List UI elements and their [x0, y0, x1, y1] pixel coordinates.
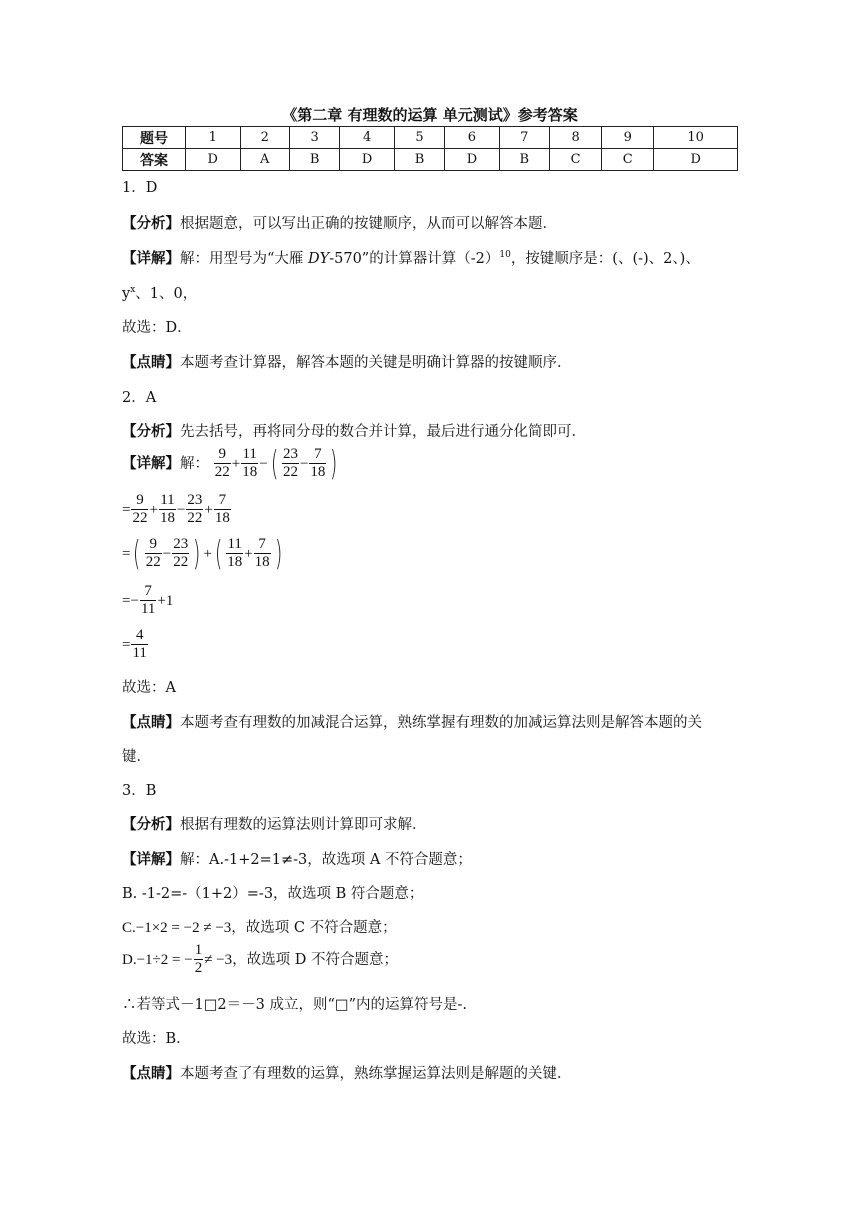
detail-text: ，故选项 C 不符合题意；: [231, 920, 397, 936]
key-exponent: x: [130, 285, 136, 296]
comment-text: 本题考查有理数的加减混合运算，熟练掌握有理数的加减运算法则是解答本题的关: [180, 715, 702, 731]
comment-tag: 【点睛】: [122, 715, 180, 731]
fraction: $\frac{4}{11}$: [132, 627, 147, 661]
detail-tag: 【详解】: [122, 251, 180, 267]
calculator-model: DY: [308, 251, 330, 267]
fraction: $\frac{11}{18}$: [159, 492, 175, 526]
math-expression: D.−1÷2 = −: [122, 951, 193, 968]
q2-step-0: 【详解】解： $\frac{9}{22}$ + $\frac{11}{18}$ −( $\frac{23}{22}$ − $\frac{7}{18}$ ): [122, 443, 338, 484]
table-cell: 2: [240, 127, 290, 149]
q2-step-3: =− $\frac{7}{11}$ +1: [122, 583, 174, 617]
comment-text: 本题考查计算器，解答本题的关键是明确计算器的按键顺序．: [180, 355, 572, 371]
exponent: 10: [499, 250, 511, 261]
detail-text: ，故选项 D 不符合题意；: [232, 951, 398, 968]
table-cell: 1: [186, 127, 241, 149]
table-cell: D: [186, 149, 241, 171]
comment-tag: 【点睛】: [122, 355, 180, 371]
math-expression: C.−1×2 = −2 ≠ −3: [122, 920, 232, 936]
analysis-text: 根据有理数的运算法则计算即可求解．: [180, 817, 427, 833]
detail-text: ，按键顺序是：(、(-)、2、)、: [510, 251, 700, 267]
fraction: $\frac{23}{22}$: [173, 536, 189, 570]
analysis-tag: 【分析】: [122, 424, 180, 440]
detail-text: -570”的计算器计算（-2）: [329, 251, 500, 267]
q2-analysis: [122, 422, 586, 442]
answer-table: [122, 126, 738, 171]
table-cell: 8: [549, 127, 601, 149]
fraction: $\frac{9}{22}$: [132, 492, 148, 526]
table-cell: 5: [394, 127, 444, 149]
fraction: $\frac{9}{22}$: [214, 446, 230, 480]
analysis-text: 先去括号，再将同分母的数合并计算，最后进行通分化简即可．: [180, 424, 586, 440]
fraction: $\frac{7}{18}$: [254, 536, 270, 570]
table-cell: C: [549, 149, 601, 171]
detail-text: 解：用型号为“大雁: [180, 251, 309, 267]
q2-choose: 故选：A: [122, 680, 176, 696]
fraction: $\frac{7}{18}$: [214, 492, 230, 526]
table-cell: 7: [499, 127, 549, 149]
fraction: $\frac{11}{18}$: [242, 446, 258, 480]
right-paren: ): [330, 443, 338, 484]
table-cell: D: [340, 149, 395, 171]
table-cell: 6: [445, 127, 500, 149]
q3-option-c: [122, 918, 397, 938]
detail-lead: 解：: [180, 455, 209, 472]
table-cell: 3: [290, 127, 340, 149]
q3-heading: 3．B: [122, 783, 157, 799]
plus-one: +1: [157, 592, 174, 609]
left-paren: (: [270, 443, 278, 484]
q3-choose: 故选：B．: [122, 1031, 191, 1047]
q1-detail: [122, 249, 700, 269]
fraction: $\frac{11}{18}$: [227, 536, 243, 570]
detail-tag: 【详解】: [122, 852, 180, 868]
q2-step-2: =( $\frac{9}{22}$ − $\frac{23}{22}$ ) +( $\frac{11}{18}$ + $\frac{7}{18}$ ): [122, 533, 282, 574]
document-title: 《第二章 有理数的运算 单元测试》参考答案: [282, 106, 578, 124]
row-header-number: 题号: [123, 127, 186, 149]
table-cell: B: [394, 149, 444, 171]
comment-tag: 【点睛】: [122, 1066, 180, 1082]
table-cell: C: [602, 149, 654, 171]
fraction: $\frac{7}{18}$: [310, 446, 326, 480]
q3-analysis: [122, 815, 427, 835]
q2-comment-cont: 键．: [122, 749, 151, 765]
q1-comment: [122, 353, 572, 373]
q2-heading: 2．A: [122, 390, 157, 406]
question-number-row: [123, 127, 738, 149]
analysis-tag: 【分析】: [122, 216, 180, 232]
q1-heading: 1．D: [122, 180, 158, 196]
detail-text: 、1、0，: [135, 286, 198, 302]
detail-tag: 【详解】: [122, 455, 180, 472]
q2-step-4: = $\frac{4}{11}$: [122, 627, 147, 661]
fraction: $\frac{23}{22}$: [282, 446, 298, 480]
fraction: $\frac{23}{22}$: [187, 492, 203, 526]
q1-analysis: [122, 214, 557, 234]
q3-therefore: ∴若等式－1□2＝－3 成立，则“□”内的运算符号是-.: [122, 997, 468, 1013]
q3-option-d: D.−1÷2 = − $\frac{1}{2}$ ≠ −3，故选项 D 不符合题意；: [122, 942, 398, 976]
table-cell: A: [240, 149, 290, 171]
table-cell: 4: [340, 127, 395, 149]
fraction: $\frac{7}{11}$: [140, 583, 156, 617]
comment-text: 本题考查了有理数的运算，熟练掌握运算法则是解题的关键．: [180, 1066, 572, 1082]
q1-choose: 故选：D．: [122, 320, 192, 336]
answer-row: [123, 149, 738, 171]
analysis-tag: 【分析】: [122, 817, 180, 833]
fraction: $\frac{1}{2}$: [194, 942, 203, 976]
table-cell: 10: [654, 127, 738, 149]
q3-option-b: B. -1-2=-（1+2）=-3，故选项 B 符合题意；: [122, 886, 424, 902]
table-cell: D: [445, 149, 500, 171]
table-cell: D: [654, 149, 738, 171]
table-cell: B: [290, 149, 340, 171]
fraction: $\frac{9}{22}$: [145, 536, 161, 570]
analysis-text: 根据题意，可以写出正确的按键顺序，从而可以解答本题．: [180, 216, 557, 232]
detail-text: 解：A.-1+2=1≠-3，故选项 A 不符合题意；: [180, 852, 472, 868]
table-cell: B: [499, 149, 549, 171]
q1-detail-cont: [122, 284, 197, 304]
key-y: y: [122, 286, 131, 302]
q2-comment: [122, 713, 702, 733]
q2-step-1: = $\frac{9}{22}$ + $\frac{11}{18}$ − $\frac{23}{22}$ + $\frac{7}{18}$: [122, 492, 230, 526]
row-header-answer: 答案: [123, 149, 186, 171]
table-cell: 9: [602, 127, 654, 149]
q3-comment: [122, 1064, 572, 1084]
q3-detail: [122, 850, 472, 870]
